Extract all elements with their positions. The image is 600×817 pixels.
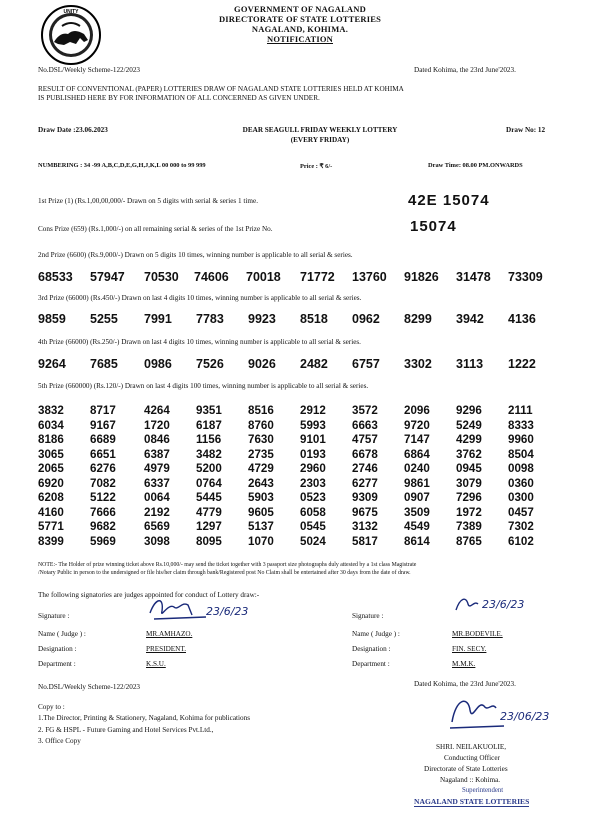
ticket-price: Price : ₹ 6/- [300,163,333,170]
fifth-prize-number: 8333 [508,418,534,432]
judge1-name: MR.AMHAZO. [146,630,193,638]
fifth-prize-number: 8504 [508,447,534,461]
fifth-prize-number: 9861 [404,476,430,490]
fifth-prize-number: 0523 [300,491,326,504]
fifth-prize-number: 0457 [508,505,534,519]
svg-text:23/6/23: 23/6/23 [482,598,525,611]
prize-number: 4136 [508,312,536,326]
fifth-prize-number: 9309 [352,491,378,504]
fifth-prize-number: 4779 [196,505,222,519]
third-prize-text: 3rd Prize (66000) (Rs.450/-) Drawn on last 4 digits 10 times, winning number is applicable to all serial & series. [38,294,362,302]
fifth-prize-number: 5122 [90,491,116,504]
copy-item-3: 3. Office Copy [38,737,81,745]
fifth-prize-number: 4299 [456,433,482,446]
fifth-prize-number: 6920 [38,476,64,490]
cons-prize-number: 15074 [410,218,457,235]
fifth-prize-number: 2192 [144,505,170,519]
prize-number: 3113 [456,357,484,371]
fifth-prize-number: 5771 [38,520,64,533]
intro-line-2: IS PUBLISHED HERE BY FOR INFORMATION OF ALL CONCERNED AS GIVEN UNDER. [38,94,320,102]
fifth-prize-number: 8760 [248,418,274,432]
fifth-prize-number: 9720 [404,418,430,432]
prize-number: 1222 [508,357,536,371]
svg-text:UNITY: UNITY [63,9,79,15]
draw-date: Draw Date :23.06.2023 [38,126,108,134]
fifth-prize-number: 7666 [90,505,116,519]
fifth-prize-text: 5th Prize (660000) (Rs.120/-) Drawn on last 4 digits 100 times, winning number is applicable to all serial & series. [38,382,369,390]
fifth-prize-number: 2111 [508,404,533,417]
prize-number: 0986 [144,357,172,371]
fifth-prize-number: 9675 [352,505,378,519]
fifth-prize-number: 1156 [196,433,222,446]
fifth-prize-number: 7630 [248,433,274,446]
fifth-prize-number: 2960 [300,462,326,475]
prize-number: 9026 [248,357,276,371]
fifth-prize-number: 8765 [456,534,482,548]
judge1-department: K.S.U. [146,660,166,668]
copy-item-1: 1.The Director, Printing & Stationery, Nagaland, Kohima for publications [38,714,251,722]
judge2-name-label: Name ( Judge ) : [352,630,400,638]
officer-title: Conducting Officer [444,754,500,762]
svg-text:23/06/23: 23/06/23 [500,710,550,723]
prize-number: 7685 [90,357,118,371]
prize-number: 7526 [196,357,224,371]
fifth-prize-number: 4264 [144,404,170,417]
fifth-prize-number: 3832 [38,404,64,417]
note-line-1: NOTE:- The Holder of prize winning ticket above Rs.10,000/- may send the ticket together with 3 passport size photographs duly attested by a 1st class Magistrate [38,562,417,568]
prize-number: 31478 [456,270,491,284]
draw-time: Draw Time: 08.00 PM.ONWARDS [428,162,523,169]
officer-place: Nagaland :: Kohima. [440,776,501,784]
fifth-prize-number: 9351 [196,404,222,417]
prize-number: 5255 [90,312,118,326]
first-prize-text: 1st Prize (1) (Rs.1,00,00,000/- Drawn on 5 digits with serial & series 1 time. [38,197,258,205]
fifth-prize-number: 3079 [456,476,482,490]
copy-item-2: 2. FG & HSPL - Future Gaming and Hotel Services Pvt.Ltd., [38,726,214,734]
fifth-prize-number: 5969 [90,534,116,548]
fifth-prize-number: 5817 [352,534,378,548]
reference-number: No.DSL/Weekly Scheme-122/2023 [38,66,141,74]
prize-number: 3942 [456,312,484,326]
cons-prize-text: Cons Prize (659) (Rs.1,000/-) on all remaining serial & series of the 1st Prize No. [38,225,273,233]
signatories-intro: The following signatories are judges appointed for conduct of Lottery draw:- [38,591,260,599]
fifth-prize-number: 1972 [456,505,482,519]
prize-number: 57947 [90,270,125,284]
prize-number: 6757 [352,357,380,371]
fifth-prize-number: 1070 [248,534,274,548]
draw-number: Draw No: 12 [506,126,546,134]
fifth-prize-number: 6678 [352,447,378,461]
judge2-department-label: Department : [352,660,390,668]
fifth-prize-number: 2096 [404,404,430,417]
judge2-designation: FIN. SECY. [452,645,487,653]
directorate-title: DIRECTORATE OF STATE LOTTERIES [218,14,382,24]
copy-to-label: Copy to : [38,703,65,711]
fifth-prize-number: 0240 [404,462,430,475]
judge2-signature [452,588,562,618]
fifth-prize-number: 8717 [90,404,116,417]
prize-number: 9264 [38,357,66,371]
fifth-prize-number: 6277 [352,476,378,490]
fifth-prize-number: 3132 [352,520,378,533]
fifth-prize-number: 4160 [38,505,64,519]
prize-number: 0962 [352,312,380,326]
fifth-prize-number: 6663 [352,418,378,432]
prize-number: 13760 [352,270,387,284]
fifth-prize-number: 9101 [300,433,326,446]
judge2-designation-label: Designation : [352,645,391,653]
fourth-prize-text: 4th Prize (66000) (Rs.250/-) Drawn on last 4 digits 10 times, winning number is applicable to all serial & series. [38,338,361,346]
fifth-prize-number: 3065 [38,447,64,461]
note-line-2: /Notary Public in person to the undersigned or file his/her claim through bank/Registered post No Claim shall be entertained after 30 days from the date of draw. [38,570,411,576]
prize-number: 9923 [248,312,276,326]
fifth-prize-number: 0846 [144,433,170,446]
fifth-prize-number: 9960 [508,433,534,446]
notification-title: NOTIFICATION [266,34,333,44]
fifth-prize-number: 0764 [196,476,222,490]
fifth-prize-number: 7147 [404,433,430,446]
officer-organisation: Directorate of State Lotteries [424,765,508,773]
stamp-line-2: NAGALAND STATE LOTTERIES [414,797,530,806]
fifth-prize-number: 0064 [144,491,170,504]
fifth-prize-number: 1720 [144,418,170,432]
prize-number: 71772 [300,270,335,284]
judge2-department: M.M.K. [452,660,476,668]
stamp-line-1: Superintendent [462,787,504,794]
intro-line-1: RESULT OF CONVENTIONAL (PAPER) LOTTERIES DRAW OF NAGALAND STATE LOTTERIES HELD AT KOHIMA [38,85,404,93]
fifth-prize-number: 2912 [300,404,326,417]
officer-name: SHRI. NEILAKUOLIE, [436,743,507,751]
fifth-prize-number: 6387 [144,447,170,461]
fifth-prize-number: 8095 [196,534,222,548]
fifth-prize-number: 4757 [352,433,378,446]
fifth-prize-number: 0098 [508,462,534,475]
prize-number: 9859 [38,312,66,326]
fifth-prize-number: 4549 [404,520,430,533]
fifth-prize-number: 2065 [38,462,64,475]
prize-number: 73309 [508,270,543,284]
fifth-prize-number: 3509 [404,505,430,519]
judge1-name-label: Name ( Judge ) : [38,630,86,638]
fifth-prize-number: 2746 [352,462,378,475]
fifth-prize-number: 9296 [456,404,482,417]
fifth-prize-number: 5200 [196,462,222,475]
fifth-prize-number: 2735 [248,447,274,461]
gov-title: GOVERNMENT OF NAGALAND [234,4,366,14]
fifth-prize-number: 0545 [300,520,326,533]
fifth-prize-number: 7082 [90,476,116,490]
first-prize-number: 42E 15074 [408,192,490,209]
fifth-prize-number: 7302 [508,520,534,533]
judge1-department-label: Department : [38,660,76,668]
fifth-prize-number: 7389 [456,520,482,533]
reference-number-2: No.DSL/Weekly Scheme-122/2023 [38,683,141,691]
prize-number: 91826 [404,270,439,284]
dated-line-2: Dated Kohima, the 23rd June'2023. [414,680,516,688]
prize-number: 2482 [300,357,328,371]
fifth-prize-number: 6034 [38,418,64,432]
prize-number: 8299 [404,312,432,326]
fifth-prize-number: 9167 [90,418,116,432]
fifth-prize-number: 0300 [508,491,534,504]
fifth-prize-number: 2643 [248,476,274,490]
prize-number: 8518 [300,312,328,326]
fifth-prize-number: 0360 [508,476,534,490]
prize-number: 74606 [194,270,229,284]
fifth-prize-number: 6337 [144,476,170,490]
judge2-signature-label: Signature : [352,612,384,620]
fifth-prize-number: 1297 [196,520,222,533]
fifth-prize-number: 4979 [144,462,170,475]
fifth-prize-number: 6187 [196,418,222,432]
fifth-prize-number: 8186 [38,433,64,446]
fifth-prize-number: 7296 [456,491,482,504]
fifth-prize-number: 3572 [352,404,378,417]
fifth-prize-number: 5024 [300,534,326,548]
fifth-prize-number: 5137 [248,520,274,533]
fifth-prize-number: 6689 [90,433,116,446]
prize-number: 7991 [144,312,172,326]
fifth-prize-number: 6102 [508,534,534,548]
fifth-prize-number: 8516 [248,404,274,417]
fifth-prize-number: 0907 [404,491,430,504]
prize-number: 3302 [404,357,432,371]
prize-number: 70530 [144,270,179,284]
location-title: NAGALAND, KOHIMA. [251,24,349,34]
fifth-prize-number: 5445 [196,491,222,504]
second-prize-text: 2nd Prize (6600) (Rs.9,000/-) Drawn on 5 digits 10 times, winning number is applicable to all serial & series. [38,251,353,259]
fifth-prize-number: 2303 [300,476,326,490]
fifth-prize-number: 6864 [404,447,430,461]
fifth-prize-number: 4729 [248,462,274,475]
fifth-prize-number: 6276 [90,462,116,475]
judge1-designation: PRESIDENT. [146,645,186,653]
fifth-prize-number: 5903 [248,491,274,504]
prize-number: 7783 [196,312,224,326]
fifth-prize-number: 8399 [38,534,64,548]
lottery-name: DEAR SEAGULL FRIDAY WEEKLY LOTTERY [242,126,398,134]
fifth-prize-number: 9605 [248,505,274,519]
fifth-prize-number: 6651 [90,447,116,461]
fifth-prize-number: 5249 [456,418,482,432]
judge1-designation-label: Designation : [38,645,77,653]
prize-number: 70018 [246,270,281,284]
fifth-prize-number: 6569 [144,520,170,533]
numbering-info: NUMBERING : 34 -99 A,B,C,D,E,G,H,J,K,L 00 000 to 99 999 [38,162,206,169]
fifth-prize-number: 3762 [456,447,482,461]
dated-line: Dated Kohima, the 23rd June'2023. [414,66,516,74]
fifth-prize-number: 5993 [300,418,326,432]
fifth-prize-number: 6208 [38,491,64,504]
officer-signature [446,692,576,736]
fifth-prize-number: 3098 [144,534,170,548]
judge2-name: MR.BODEVILE. [452,630,503,638]
fifth-prize-number: 3482 [196,447,222,461]
fifth-prize-number: 0945 [456,462,482,475]
prize-number: 68533 [38,270,73,284]
lottery-frequency: (EVERY FRIDAY) [290,136,350,144]
fifth-prize-number: 0193 [300,447,326,461]
fifth-prize-number: 8614 [404,534,430,548]
judge1-signature [146,593,266,625]
judge1-signature-label: Signature : [38,612,70,620]
svg-text:23/6/23: 23/6/23 [206,605,249,618]
fifth-prize-number: 9682 [90,520,116,533]
fifth-prize-number: 6058 [300,505,326,519]
